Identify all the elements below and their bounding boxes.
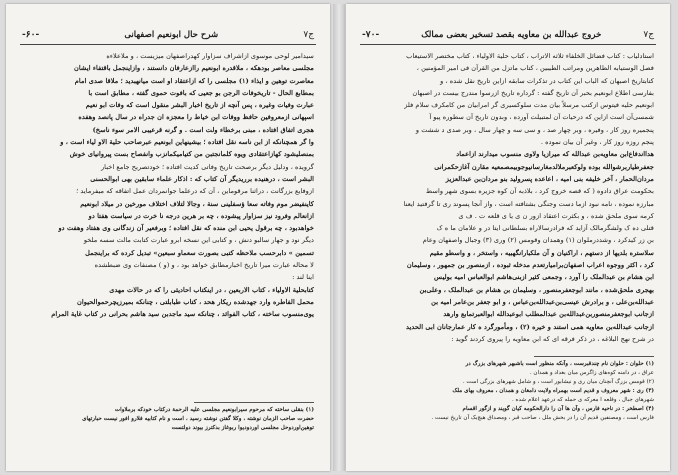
right-page	[346, 4, 670, 471]
footnote-line: عراق ، در دامنه کوه‌های زاگرس میان بغداد و همدان .	[529, 370, 654, 376]
text-line: بهجری ملحق‌شده ، مانند ابوجعفرمنصور ، وسلیمان بن هشام بن عبدالملک ، وعلی‌بن	[419, 285, 654, 294]
right-page-number: -۷۰-	[362, 30, 380, 40]
left-page-running-title: شرح حال ابونعیم اصفهانی	[124, 30, 219, 40]
text-line: بمطابع الحال - تاریخوفات الرجن بو جعیی که بافوت حموی گفته ، مطابق است با	[88, 88, 314, 97]
left-page-volume-ref: ج۷	[303, 30, 314, 40]
footnote-line: (۴) اصطخر : در ناحیه فارس ، وآن ها آن را دارالحکومه کیان گویند و ازگور اقسام	[462, 406, 654, 412]
text-line: دیگر نود و جهار سالبو دنش ، و کتابی این نسخه ابرو عبارت کتابت مالت سسه ملخو	[83, 236, 314, 245]
text-line: سیدامیر لوحی موسوی ازاشراف سزاوار کهدراصفهان میزیست ، و ملاعلاءه	[106, 52, 314, 60]
text-line: کاینفیضر موم وفاته سعا ؤسفلینی سنة ، وجالا لتلاف اختلاف مورخین در میلاد ابونعیم	[80, 199, 314, 208]
text-line: بن زر کیدکرد ، وشددرملوان (۱) وهمدان وقومس (۲) وری (۳) وجبال واصفهان وعام	[422, 236, 654, 245]
text-line: گرویده ، ودلیل دیگر برصحت تاریخ وفاتی کدیت افتاده ؛ خودتصریح جامع اخبار	[100, 162, 314, 171]
right-page-header	[362, 26, 654, 40]
text-line: در شرح نهج البلاغه ، در ذکر فرقه ای که ابن معاویه را پیروی کردند گوید :	[451, 334, 654, 343]
text-line: لا محاله عبارت میرا تاریخ اخبارمطابق خواهد بود ، و (و ) مصنفات وی ضبطشده	[94, 261, 314, 270]
right-page-volume-ref: ج۷	[643, 30, 654, 40]
text-line: پنجم روزه روز کار ، وغیر آن بیان نموده .	[540, 138, 654, 147]
text-line: ابونعیم حلیه‌ فیتوس ازکتب مرسلاً بیان مدت سلوکسیری گر امرابیان من کامکرف سلام فلز	[404, 101, 654, 110]
text-line: بمنصلیشود کهازاعتقادی ویوه کلمانجتبن من کتیامیکمانزب وانفصاح بست پیروانیای خوش	[69, 150, 314, 159]
text-line: کتابحلیة الاولیاء ، کتاب الاربعین ، در اینکتاب احادیثی را که در حالات مهدی	[109, 285, 314, 294]
left-page-header	[22, 26, 314, 40]
text-line: سلاستره بلدیها از دستهم ، اراکنیان و آن ملکبارانگهبیه ، واستخر ، و واسطو مقیم	[429, 248, 654, 257]
text-line: هجری اتفاق افتاده ، مبنی برخطاء ولت است . و گرنه قرعیبی الامر سوء ناسخ)	[92, 125, 314, 134]
text-line: خواهدبود ، چه برقول یحیی ابن منده که نقل افتاده ؛ وبرفعیر آن زندگانی وی هفتاد وهفت دو	[58, 224, 314, 233]
footnote-line: توهین‌اوردوحل مجلسی اوردودیوا ربوغاز بدکترز بیوند دولتست	[171, 425, 314, 431]
text-line: عبدالله‌بن‌علی ، و برادرش عیسی‌بن‌عبدالله‌بن‌عباس ، و ابو جعفر بن‌عامر امیه بن	[431, 297, 654, 306]
text-line: هدااندفاع‌ابن معاویه‌بن عبدالله که میرازیا ولاوی منسوب میدارند ازاعماد	[456, 150, 654, 159]
text-line: اینا لند :	[292, 273, 314, 282]
text-line: ازوفایع بزرگانت ، دراثنا مرقوماین ، آن که درعلما جوانمردان عمل اتفاقه که میفرماید ؛	[76, 187, 314, 196]
right-header-rule	[360, 44, 656, 45]
left-header-rule	[20, 44, 316, 45]
text-line: قتلی ده ک ولشگرمالک آزاید که فرادرسالاراه بسلطانی ایتا در و علامان ما ه ک	[436, 224, 654, 233]
left-page	[6, 4, 330, 471]
text-line: شمسی‌آن است ازاین که درحیات آن لمتبیلت آورده ، وبدون تاریخ آن سطوره پیو آ	[429, 113, 654, 122]
text-line: تسمین » دابرحسب ملاحظه کتبی بصورت سعماو سبعین» تبدیل کرده که براینجمل	[85, 248, 314, 257]
text-line: وا گر همچنانکه از ابن ناسه نقل افتاده ؛ بیشینهاین ابونعیم عبرصاحب حلیة الاو لیاء است ، و	[60, 138, 314, 147]
right-page-footnotes	[364, 360, 654, 423]
text-line: مردان‌الحمار ، آخر خلیفه بنی امیه ، اعاعده پسرولید بنو مردان‌بن عبدالعزیز	[445, 174, 654, 183]
text-line: البشر است ، درهنیده برریدیگر آن کتاب که : اذکار علماء سابقین بهی ابوالحسنی	[90, 174, 314, 183]
left-footnote-rule	[194, 402, 314, 403]
footnote-line: فارس است ، ومصنفین قدیم آن را در بخش ملل ، صاحب قبر ، ومصداق هیچ‌یک آن تاریخ نیست .	[431, 415, 654, 421]
book-gutter	[333, 4, 345, 471]
left-page-footnotes	[24, 406, 314, 433]
footnote-line: (۱) بنقلی ساخته که مرحوم سیرابونعیم مجلسی علیه الرحمة درکتاب خودکه برملاوات	[114, 407, 314, 413]
footnote-line: شهرهای جبال ، وقلعه ا معرکه ی حمله که درعهد اعلام شده .	[511, 397, 654, 403]
footnote-line: حضرت صاحب الزمان نوشته ، وکلا گفتن نوشته رسید ، است و نام کتابیه فلارو افور نیست حبارتهای	[82, 416, 314, 422]
text-line: معاصرت توهین و ایذاء (۱) مجلسی را که ازاعتقاد او است میانهبدید ؛ ملاقا صدی امام	[74, 76, 314, 85]
text-line: ازجانب عبدالله‌بن معاویه همی استند و خیره (۲) ، ومأمورگرد ه کار عمارجانان ابی الحدید	[405, 322, 654, 331]
text-line: ازانعالم وفرود نیز سزاوار پیشوده ، چه بر هرین درجه نا خرت در سیاست هفتا دو	[88, 211, 314, 220]
text-line: بحکومت عراق دادوه ( که قصه خروج کرد ، بلاذبه آن کوه جزیره بسوی شهر واسط	[426, 187, 654, 196]
text-line: اسپهانی ازمعروفین حافظ ووفات ابن خیاط را معجزه ان جدراه در سال پانصد وهفده	[78, 113, 314, 122]
right-footnote-rule	[534, 356, 654, 357]
text-line: پنجمیره روز کار ، وفیره ، وبر چهار صد ، و سی سه و چهار سال ، وبر صدی د ششت و	[415, 125, 654, 134]
text-line: یوی‌منسوب ساخته ، کتاب الفوائد ، چنانکه سید ماجدبن سید هاشم بحرانی در کتاب غایة المرام	[51, 310, 314, 319]
footnote-line: (۲) قومس بزرگ آنچنان میان ری و نیشابور است ، و شامل شهرهای بزرگی است .	[462, 379, 654, 385]
text-line: استادلیاب : کتاب فضائل الخلفاء ثلاثه الاتراب ، کتاب حلیة الاولیاء ، کتاب مختصر الاستیعاب	[406, 52, 654, 60]
text-line: کرد ، اکثر ووجوه اعراب اصفهان‌برامیارتعدم مدخله ثبوده ، ازمنصور بن جمهور ، وسلیمان	[406, 261, 654, 270]
footnote-line: (۱) حلوان : حلوان نام چندقبرست ، وآنکه منظور است باشبهر شهرهای بزرگ در	[465, 361, 654, 367]
text-line: مبارزه نموده ، نامه نبود ازما دست وجنگی بشتافته است ، واز آنجا پسوند ری تا گرفتید ایعنا	[403, 199, 654, 208]
text-line: ابن هشام بن عبدالملک را آورد ، وجمعی کثیر ازبنی‌هاشم ابوالعباس امیه بولیس	[434, 273, 654, 282]
text-line: فصل الوستیابه الطاهرین ومراتب الطیبین ، کتاب ماتزل من القرآن فی امیر المؤمنین ،	[416, 64, 654, 73]
footnote-line: (۳) ری : شهر معروف و قدیم است بهمراه ولایت دامغان و همدان ، معروف بهای ملک	[452, 388, 654, 394]
text-line: ازجانب ابوجعفرمنصوربن‌عبدالله‌بن عبدالمطلب ابوعبدالله ابوالعبرتمابع وارهد	[443, 310, 654, 319]
right-page-body-text	[364, 50, 654, 345]
text-line: مجلسی معاصر بودهکه ، ملاقدره ابونعیم راازعارفان دانستند ، وازاینجمل باقتفاء ایشان	[73, 64, 314, 73]
text-line: بفارسی اطلاع ابونعیم بحبر آن تاریخ گفته : گرداره تاریخ ازرسوا مندرج بیست در اصبهان	[412, 88, 654, 97]
left-page-number: -۶۰-	[22, 30, 40, 40]
text-line: کرمه سوی ملحق شده ، و بکثرت اعتقاد ازور ن ی یا ی قلعه ت . ف ی	[458, 211, 654, 220]
right-page-running-title: خروج عبدالله بن معاویه بقصد تسخیر بعضی ممالک	[421, 30, 602, 40]
text-line: محمل الفاطره وارد جهدشده ریکار هحد ، کتاب طبابلتی ، چنانکه بمیرزیچرحموالحیوان	[77, 297, 314, 306]
text-line: عبارت وفیات وغیره ، پس آنچه از تاریخ اخبار البشر منقول است که وفات ابو نعیم	[85, 101, 314, 110]
text-line: کتابتاریخ اصبهان که الباب این کتاب در تذکرات سابقه ازاین تاریخ نقل شده ، و	[440, 76, 654, 85]
text-line: جعفرطیاربرشوالله بوده ولوکعبرملالدمغارسانیوجوبیمصمعیه مقارن آغازحکمرانی	[434, 162, 654, 171]
left-page-body-text	[24, 50, 314, 321]
